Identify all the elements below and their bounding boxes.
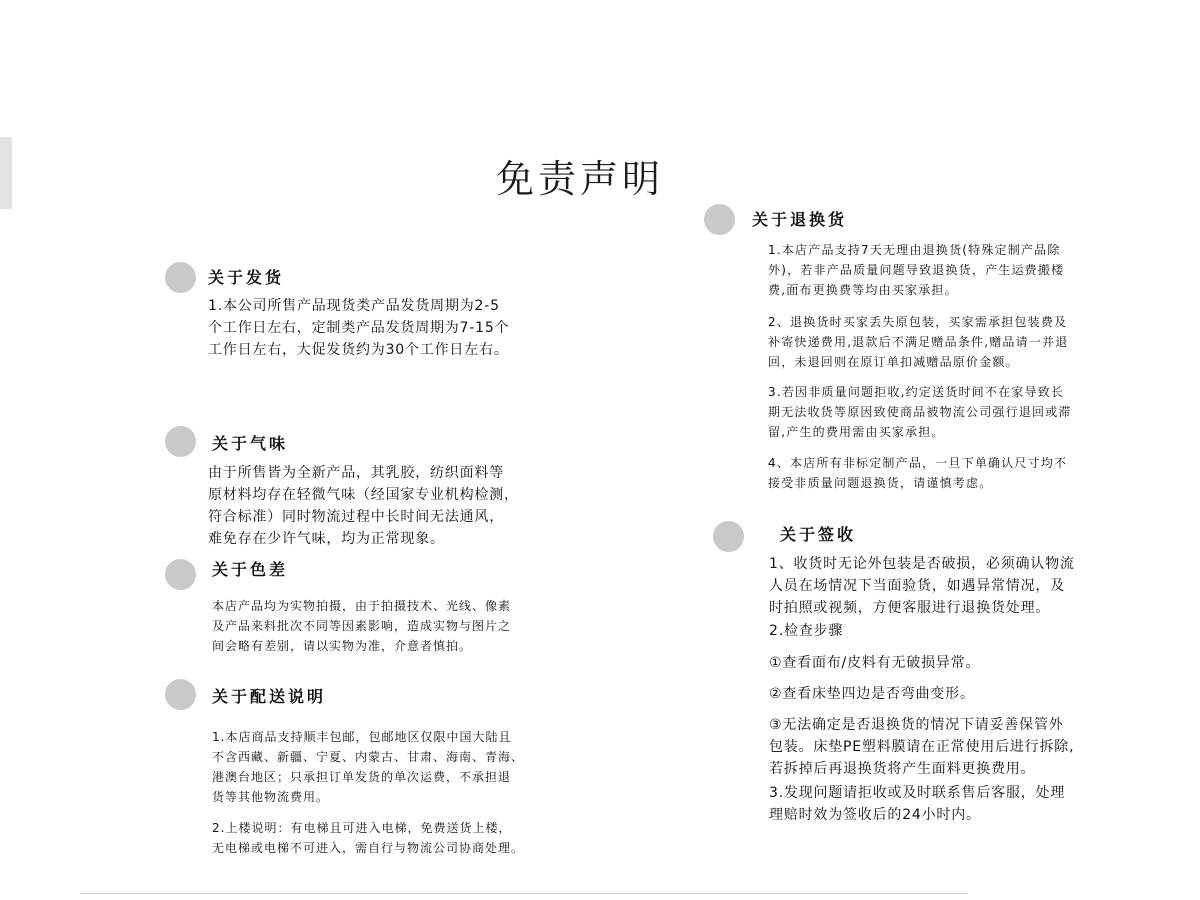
shipping-text <box>208 295 509 361</box>
text-line: ③无法确定是否退换货的情况下请妥善保管外 <box>769 717 1064 733</box>
page-title: 免责声明 <box>495 157 664 201</box>
returns-text-4 <box>768 453 1067 493</box>
text-line: 3.发现问题请拒收或及时联系售后客服，处理 <box>769 785 1066 801</box>
text-line: 回，未退回则在原订单扣减赠品原价金额。 <box>768 355 1019 369</box>
odor-text <box>208 462 519 550</box>
text-line: 1.本店产品支持7天无理由退换货(特殊定制产品除 <box>768 243 1061 257</box>
text-line: 2.上楼说明：有电梯且可进入电梯，免费送货上楼， <box>212 821 512 835</box>
signing-bullet-icon <box>713 521 744 552</box>
text-line: 原材料均存在轻微气味（经国家专业机构检测， <box>208 487 519 503</box>
left-edge-tab <box>0 137 12 209</box>
signing-text-1 <box>769 553 1075 619</box>
signing-text-2: 2.检查步骤 <box>769 623 844 639</box>
text-line: 外)，若非产品质量问题导致退换货，产生运费搬楼 <box>768 263 1065 277</box>
text-line: 港澳台地区；只承担订单发货的单次运费，不承担退 <box>212 770 512 784</box>
returns-text-1 <box>768 240 1064 300</box>
text-line: 1.本店商品支持顺丰包邮，包邮地区仅限中国大陆且 <box>212 730 512 744</box>
text-line: 本店产品均为实物拍摄，由于拍摄技术、光线、像素 <box>212 599 512 613</box>
text-line: 理赔时效为签收后的24小时内。 <box>769 807 981 823</box>
signing-text-5 <box>769 714 1074 780</box>
delivery-heading: 关于配送说明 <box>212 687 327 706</box>
text-line: 间会略有差别，请以实物为准，介意者慎拍。 <box>212 639 473 653</box>
text-line: 接受非质量问题退换货，请谨慎考虑。 <box>768 476 993 490</box>
text-line: 若拆掉后再退换货将产生面料更换费用。 <box>769 761 1036 777</box>
text-line: 时拍照或视频，方便客服进行退换货处理。 <box>769 600 1051 616</box>
text-line: 1、收货时无论外包装是否破损，必须确认物流 <box>769 556 1075 572</box>
signing-text-3: ①查看面布/皮料有无破损异常。 <box>769 655 981 671</box>
shipping-heading: 关于发货 <box>208 268 285 287</box>
text-line: 货等其他物流费用。 <box>212 790 330 804</box>
odor-heading: 关于气味 <box>212 434 289 453</box>
signing-text-4: ②查看床垫四边是否弯曲变形。 <box>769 686 975 702</box>
text-line: 3.若因非质量问题拒收,约定送货时间不在家导致长 <box>768 385 1065 399</box>
text-line: 无电梯或电梯不可进入，需自行与物流公司协商处理。 <box>212 841 525 855</box>
returns-heading: 关于退换货 <box>752 210 848 229</box>
signing-heading: 关于签收 <box>780 525 857 544</box>
text-line: 难免存在少许气味，均为正常现象。 <box>208 531 445 547</box>
text-line: 人员在场情况下当面验货，如遇异常情况，及 <box>769 578 1065 594</box>
odor-bullet-icon <box>165 426 196 457</box>
returns-text-3 <box>768 382 1072 442</box>
text-line: 包装。床垫PE塑料膜请在正常使用后进行拆除, <box>769 739 1075 755</box>
text-line: 期无法收货等原因致使商品被物流公司强行退回或滞 <box>768 405 1072 419</box>
color-text <box>212 596 511 656</box>
returns-text-2 <box>768 312 1068 372</box>
text-line: 由于所售皆为全新产品，其乳胶，纺织面料等 <box>208 465 504 481</box>
text-line: 2、退换货时买家丢失原包装，买家需承担包装费及 <box>768 315 1068 329</box>
returns-bullet-icon <box>704 204 735 235</box>
color-bullet-icon <box>165 559 196 590</box>
text-line: 工作日左右，大促发货约为30个工作日左右。 <box>208 342 509 358</box>
delivery-text-1 <box>212 727 524 807</box>
delivery-text-2 <box>212 818 524 858</box>
text-line: 符合标准）同时物流过程中长时间无法通风， <box>208 509 504 525</box>
text-line: 补寄快递费用,退款后不满足赠品条件,赠品请一并退 <box>768 335 1069 349</box>
signing-text-6 <box>769 782 1065 826</box>
text-line: 留,产生的费用需由买家承担。 <box>768 425 945 439</box>
text-line: 1.本公司所售产品现货类产品发货周期为2-5 <box>208 298 500 314</box>
delivery-bullet-icon <box>165 679 196 710</box>
text-line: 及产品来料批次不同等因素影响，造成实物与图片之 <box>212 619 512 633</box>
text-line: 个工作日左右，定制类产品发货周期为7-15个 <box>208 320 510 336</box>
bottom-divider <box>80 893 968 894</box>
text-line: 不含西藏、新疆、宁夏、内蒙古、甘肃、海南、青海、 <box>212 750 525 764</box>
text-line: 4、本店所有非标定制产品，一旦下单确认尺寸均不 <box>768 456 1068 470</box>
color-heading: 关于色差 <box>212 560 289 579</box>
shipping-bullet-icon <box>165 262 196 293</box>
text-line: 费,面布更换费等均由买家承担。 <box>768 283 958 297</box>
